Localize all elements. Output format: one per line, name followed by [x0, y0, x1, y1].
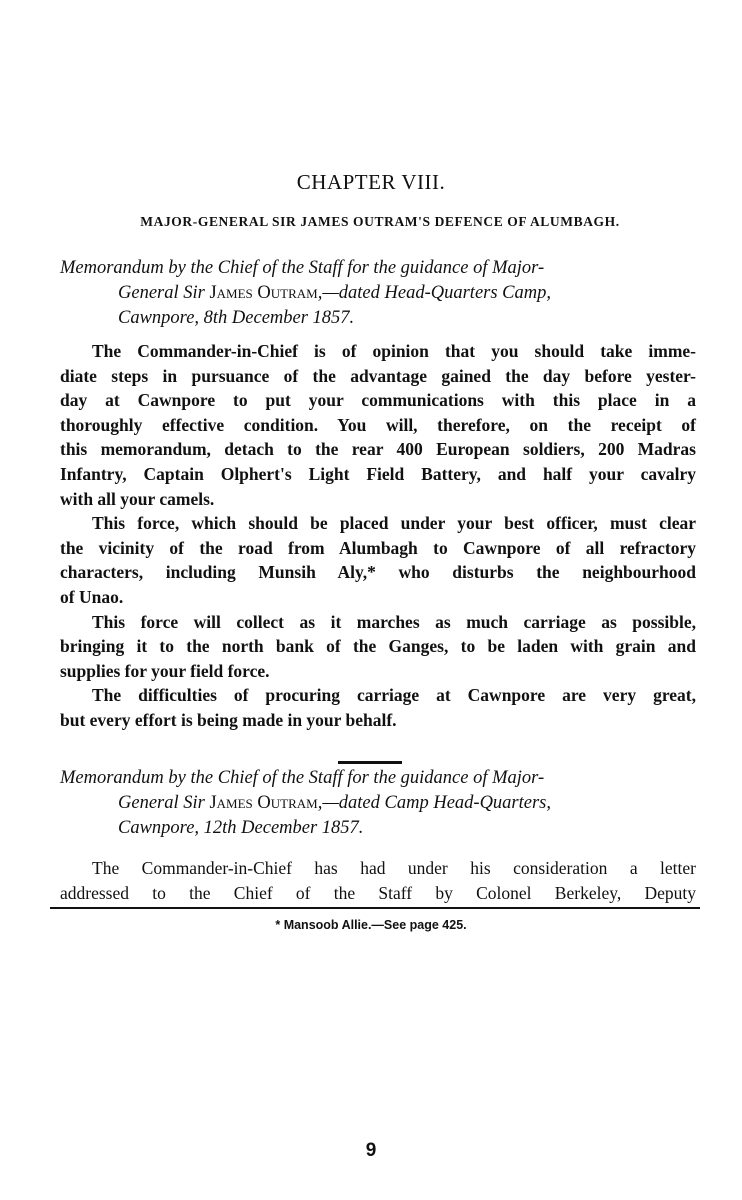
- text-line: bringing it to the north bank of the Ganges, to be laden with grain and: [60, 636, 696, 657]
- text-line: with all your camels.: [60, 488, 215, 509]
- memo-line: Memorandum by the Chief of the Staff for the guidance of Major-: [60, 768, 545, 788]
- text-line: addressed to the Chief of the Staff by Colonel Berkeley, Deputy: [60, 882, 696, 903]
- text-line: This force will collect as it marches as much carriage as possible,: [92, 611, 696, 632]
- memo-line: Memorandum by the Chief of the Staff for the guidance of Major-: [60, 258, 545, 278]
- text-line: but every effort is being made in your behalf.: [60, 709, 397, 730]
- text-line: The Commander-in-Chief has had under his consideration a letter: [92, 858, 696, 878]
- paragraph: [60, 856, 696, 905]
- text-line: thoroughly effective condition. You will, therefore, on the receipt of: [60, 414, 696, 435]
- memorandum-body-2: [60, 856, 696, 905]
- text-line: of Unao.: [60, 586, 124, 607]
- text-line: The Commander-in-Chief is of opinion that you should take imme-: [92, 341, 696, 361]
- paragraph: [60, 610, 696, 684]
- text-line: The difficulties of procuring carriage at Cawnpore are very great,: [92, 685, 696, 706]
- chapter-subtitle: MAJOR-GENERAL SIR JAMES OUTRAM'S DEFENCE OF ALUMBAGH.: [140, 214, 620, 229]
- memo-name: James Outram: [209, 283, 318, 303]
- text-line: characters, including Munsih Aly,* who disturbs the neighbourhood: [60, 562, 696, 583]
- memo-line: [60, 281, 696, 306]
- text-line: the vicinity of the road from Alumbagh to Cawnpore of all refractory: [60, 537, 696, 558]
- memorandum-heading-2: [60, 766, 696, 841]
- text-line: This force, which should be placed under your best officer, must clear: [92, 513, 696, 534]
- memo-line: Cawnpore, 12th December 1857.: [118, 818, 364, 838]
- text-line: diate steps in pursuance of the advantage gained the day before yester-: [60, 365, 696, 386]
- paragraph: [60, 511, 696, 609]
- section-divider: [338, 761, 402, 764]
- text-line: this memorandum, detach to the rear 400 European soldiers, 200 Madras: [60, 439, 696, 460]
- text-line: supplies for your field force.: [60, 660, 270, 681]
- memo-text: ,—dated Camp Head-Quarters,: [317, 793, 552, 813]
- memo-text: General Sir: [118, 793, 210, 813]
- paragraph: [60, 339, 696, 511]
- chapter-title: CHAPTER VIII.: [296, 170, 446, 194]
- memo-line: [60, 791, 696, 816]
- memorandum-body-1: [60, 339, 696, 733]
- memo-text: General Sir: [118, 283, 210, 303]
- footnote: * Mansoob Allie.—See page 425.: [275, 918, 467, 932]
- footnote-rule: [50, 907, 700, 909]
- memo-text: ,—dated Head-Quarters Camp,: [317, 283, 552, 303]
- memo-name: James Outram: [209, 793, 318, 813]
- memo-line: Cawnpore, 8th December 1857.: [118, 308, 355, 328]
- text-line: Infantry, Captain Olphert's Light Field Battery, and half your cavalry: [60, 463, 696, 484]
- text-line: day at Cawnpore to put your communications with this place in a: [60, 390, 696, 411]
- paragraph: [60, 683, 696, 732]
- page-number: 9: [365, 1140, 377, 1161]
- memorandum-heading-1: [60, 256, 696, 331]
